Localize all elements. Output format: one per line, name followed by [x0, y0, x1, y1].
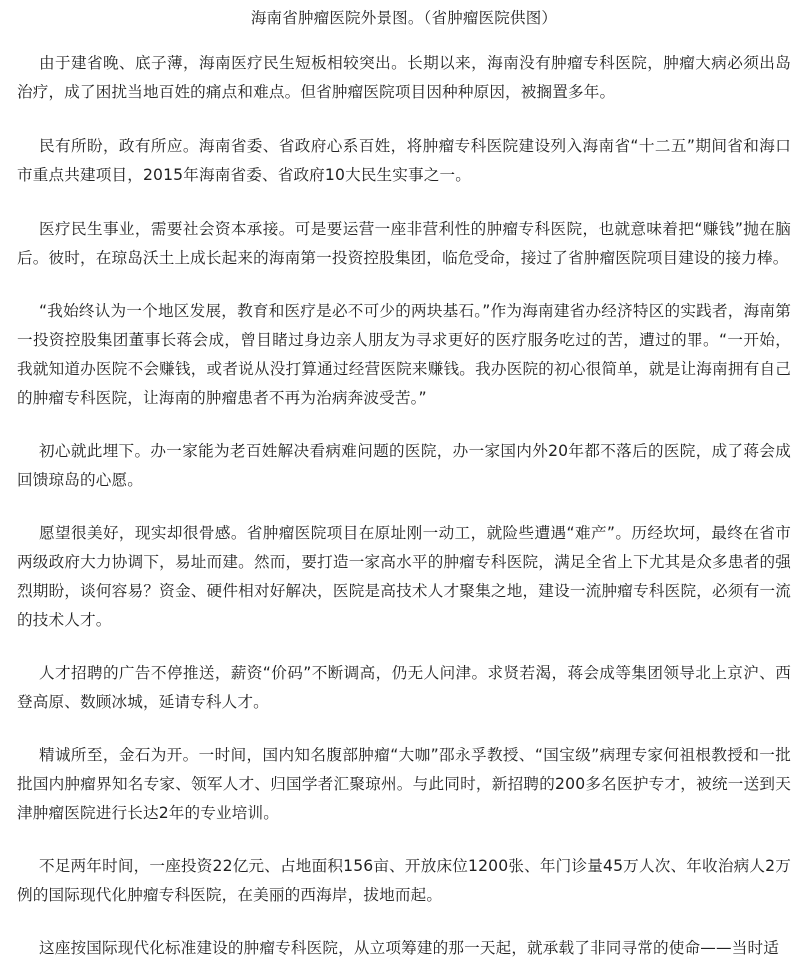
article-paragraph: 这座按国际现代化标准建设的肿瘤专科医院，从立项筹建的那一天起，就承载了非同寻常的使命——当时适 — [39, 939, 779, 957]
article-paragraph: 愿望很美好，现实却很骨感。省肿瘤医院项目在原址刚一动工，就险些遭遇“难产”。历经坎坷，最终在省市两级政府大力协调下，易址而建。然而，要打造一家高水平的肿瘤专科医院，满足全省上下尤其是众多患者的强烈期盼，谈何容易？资金、硬件相对好解决，医院是高技术人才聚集之地，建设一流肿瘤专科医院，必须有一流的技术人才。 — [17, 524, 791, 629]
article — [0, 8, 801, 957]
article-paragraph: 初心就此埋下。办一家能为老百姓解决看病难问题的医院，办一家国内外20年都不落后的医院，成了蒋会成回馈琼岛的心愿。 — [17, 442, 791, 489]
article-paragraph: 人才招聘的广告不停推送，薪资“价码”不断调高，仍无人问津。求贤若渴，蒋会成等集团领导北上京沪、西登高原、数顾冰城，延请专科人才。 — [17, 664, 791, 711]
article-paragraph: 由于建省晚、底子薄，海南医疗民生短板相较突出。长期以来，海南没有肿瘤专科医院，肿瘤大病必须出岛治疗，成了困扰当地百姓的痛点和难点。但省肿瘤医院项目因种种原因，被搁置多年。 — [17, 54, 791, 101]
article-paragraph: 精诚所至，金石为开。一时间，国内知名腹部肿瘤“大咖”邵永孚教授、“国宝级”病理专家何祖根教授和一批批国内肿瘤界知名专家、领军人才、归国学者汇聚琼州。与此同时，新招聘的200多名医护专才，被统一送到天津肿瘤医院进行长达2年的专业培训。 — [17, 746, 791, 822]
article-paragraph: 民有所盼，政有所应。海南省委、省政府心系百姓，将肿瘤专科医院建设列入海南省“十二五”期间省和海口市重点共建项目，2015年海南省委、省政府10大民生实事之一。 — [17, 137, 791, 184]
image-caption: 海南省肿瘤医院外景图。（省肿瘤医院供图） — [250, 9, 558, 27]
article-paragraph: 医疗民生事业，需要社会资本承接。可是要运营一座非营利性的肿瘤专科医院，也就意味着把“赚钱”抛在脑后。彼时，在琼岛沃土上成长起来的海南第一投资控股集团，临危受命，接过了省肿瘤医院项目建设的接力棒。 — [17, 220, 791, 267]
article-paragraph: “我始终认为一个地区发展，教育和医疗是必不可少的两块基石。”作为海南建省办经济特区的实践者，海南第一投资控股集团董事长蒋会成，曾目睹过身边亲人朋友为寻求更好的医疗服务吃过的苦，遭过的罪。“一开始，我就知道办医院不会赚钱，或者说从没打算通过经营医院来赚钱。我办医院的初心很简单，就是让海南拥有自己的肿瘤专科医院，让海南的肿瘤患者不再为治病奔波受苦。” — [17, 302, 791, 407]
article-paragraph: 不足两年时间，一座投资22亿元、占地面积156亩、开放床位1200张、年门诊量45万人次、年收治病人2万例的国际现代化肿瘤专科医院，在美丽的西海岸，拔地而起。 — [17, 857, 791, 904]
